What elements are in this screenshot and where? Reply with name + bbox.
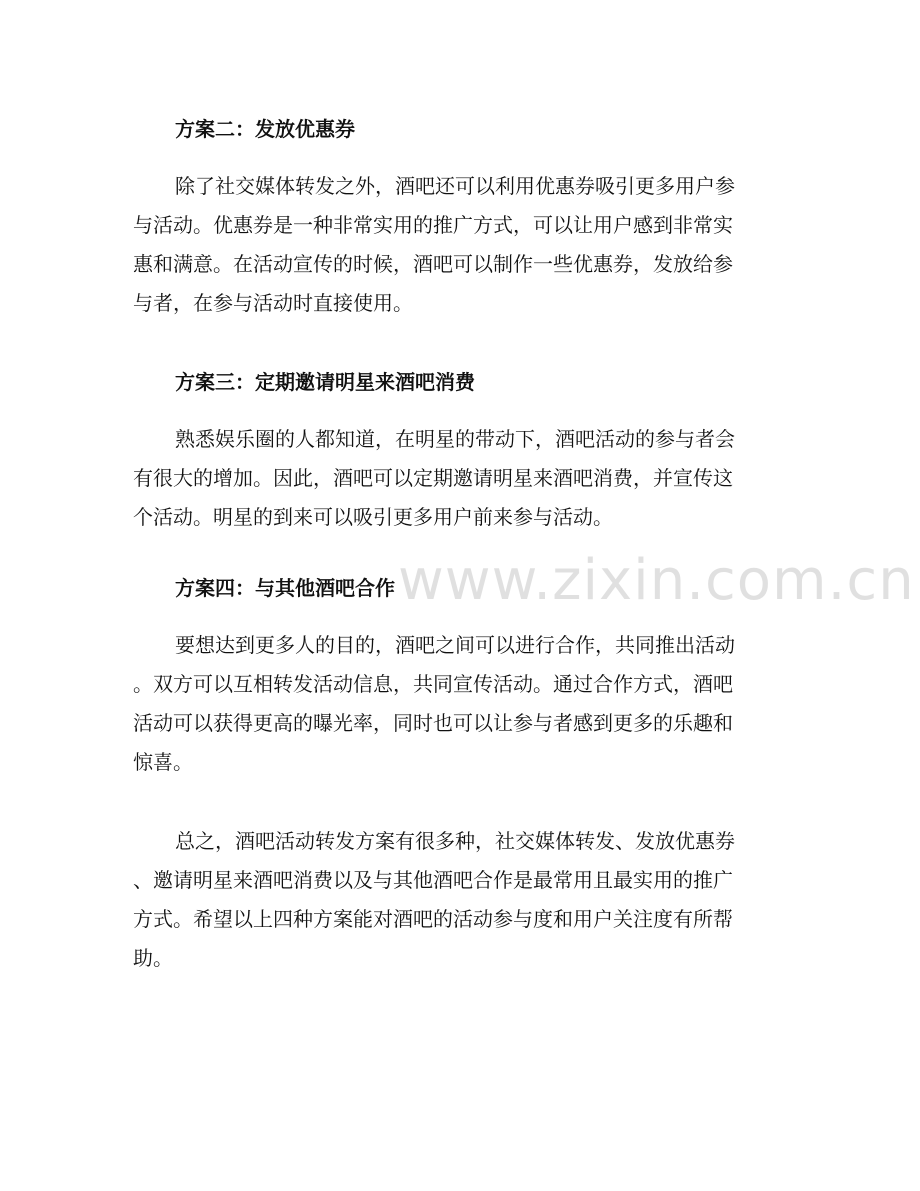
paragraph-line: 惊喜。 <box>133 750 193 774</box>
paragraph-line: 要想达到更多人的目的，酒吧之间可以进行合作，共同推出活动 <box>175 633 735 657</box>
paragraph-line: 熟悉娱乐圈的人都知道，在明星的带动下，酒吧活动的参与者会 <box>175 427 735 451</box>
paragraph-line: 个活动。明星的到来可以吸引更多用户前来参与活动。 <box>133 505 613 529</box>
paragraph-line: 。双方可以互相转发活动信息，共同宣传活动。通过合作方式，酒吧 <box>133 672 733 696</box>
section-body-3 <box>133 420 773 537</box>
section-heading-2: 方案二：发放优惠券 <box>175 117 355 141</box>
paragraph-line: 活动可以获得更高的曝光率，同时也可以让参与者感到更多的乐趣和 <box>133 711 733 735</box>
section-heading-4: 方案四：与其他酒吧合作 <box>175 576 395 600</box>
section-heading-3: 方案三：定期邀请明星来酒吧消费 <box>175 370 475 394</box>
section-body-2 <box>133 167 773 323</box>
paragraph-line: 与活动。优惠券是一种非常实用的推广方式，可以让用户感到非常实 <box>133 213 733 237</box>
paragraph-line: 方式。希望以上四种方案能对酒吧的活动参与度和用户关注度有所帮 <box>133 907 733 931</box>
paragraph-line: 除了社交媒体转发之外，酒吧还可以利用优惠券吸引更多用户参 <box>175 174 735 198</box>
section-body-4 <box>133 626 773 782</box>
paragraph-line: 有很大的增加。因此，酒吧可以定期邀请明星来酒吧消费，并宣传这 <box>133 466 733 490</box>
paragraph-line: 与者，在参与活动时直接使用。 <box>133 291 413 315</box>
conclusion-paragraph <box>133 822 773 978</box>
paragraph-line: 助。 <box>133 946 173 970</box>
watermark: www.zixin.com.cn <box>398 548 915 613</box>
paragraph-line: 、邀请明星来酒吧消费以及与其他酒吧合作是最常用且最实用的推广 <box>133 868 733 892</box>
paragraph-line: 总之，酒吧活动转发方案有很多种，社交媒体转发、发放优惠券 <box>175 829 735 853</box>
paragraph-line: 惠和满意。在活动宣传的时候，酒吧可以制作一些优惠券，发放给参 <box>133 252 733 276</box>
